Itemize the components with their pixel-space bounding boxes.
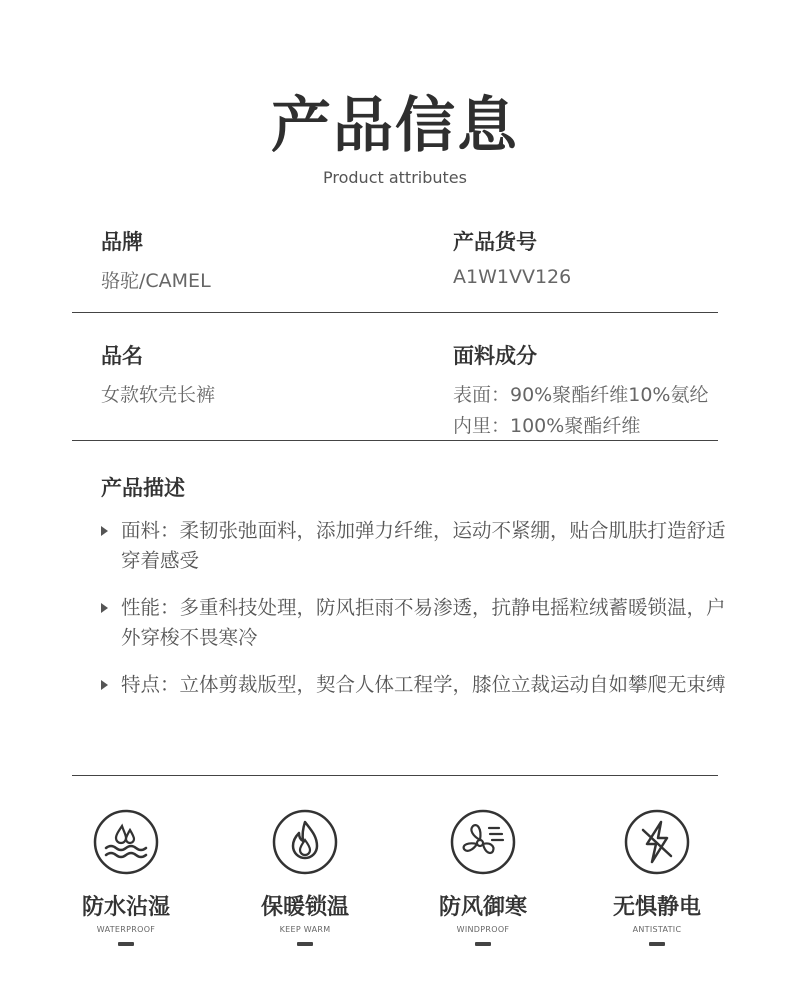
- waterproof-icon: [92, 808, 160, 876]
- feature-bar: [649, 942, 665, 946]
- description-item: [101, 670, 741, 700]
- feature-label: 无惧静电: [612, 895, 701, 920]
- attr-product-name: [101, 340, 215, 407]
- attr-fabric: [453, 340, 708, 438]
- attr-value: A1W1VV126: [453, 266, 572, 288]
- description-text: 性能：多重科技处理，防风拒雨不易渗透，抗静电摇粒绒蓄暖锁温，户外穿梭不畏寒冷: [121, 596, 726, 649]
- flame-icon: [271, 808, 339, 876]
- feature-label: 保暖锁温: [260, 895, 349, 920]
- triangle-bullet-icon: [101, 680, 108, 690]
- triangle-bullet-icon: [101, 526, 108, 536]
- description-text: 面料：柔韧张弛面料，添加弹力纤维，运动不紧绷，贴合肌肤打造舒适穿着感受: [121, 519, 726, 572]
- description-title: 产品描述: [101, 476, 185, 500]
- description-item: [101, 516, 741, 576]
- feature-windproof: [393, 808, 573, 946]
- fan-icon: [449, 808, 517, 876]
- feature-sublabel: WINDPROOF: [456, 925, 510, 934]
- feature-label: 防风御寒: [438, 895, 527, 920]
- attr-item-number: [453, 226, 571, 288]
- divider: [72, 312, 718, 313]
- feature-label: 防水沾湿: [81, 895, 170, 920]
- divider: [72, 775, 718, 776]
- description-text: 特点：立体剪裁版型，契合人体工程学，膝位立裁运动自如攀爬无束缚: [121, 673, 726, 696]
- lightning-icon: [623, 808, 691, 876]
- attr-label: 品牌: [101, 230, 143, 254]
- feature-sublabel: ANTISTATIC: [632, 925, 682, 934]
- attr-label: 面料成分: [453, 344, 537, 368]
- attr-label: 产品货号: [453, 230, 537, 254]
- feature-sublabel: KEEP WARM: [279, 925, 331, 934]
- attr-value: 女款软壳长裤: [101, 384, 216, 406]
- attr-value-lining: 内里：100%聚酯纤维: [453, 415, 641, 437]
- attr-value: 表面：90%聚酯纤维10%氨纶: [453, 384, 709, 406]
- feature-bar: [475, 942, 491, 946]
- feature-bar: [297, 942, 313, 946]
- feature-bar: [118, 942, 134, 946]
- feature-waterproof: [36, 808, 216, 946]
- attr-brand: [101, 226, 211, 293]
- page-title: 产品信息: [271, 91, 519, 161]
- description-item: [101, 593, 741, 653]
- feature-sublabel: WATERPROOF: [96, 925, 156, 934]
- attr-value: 骆驼/CAMEL: [101, 270, 211, 292]
- triangle-bullet-icon: [101, 603, 108, 613]
- feature-keep-warm: [215, 808, 395, 946]
- divider: [72, 440, 718, 441]
- feature-antistatic: [567, 808, 747, 946]
- page-subtitle: Product attributes: [323, 168, 467, 187]
- attr-label: 品名: [101, 344, 143, 368]
